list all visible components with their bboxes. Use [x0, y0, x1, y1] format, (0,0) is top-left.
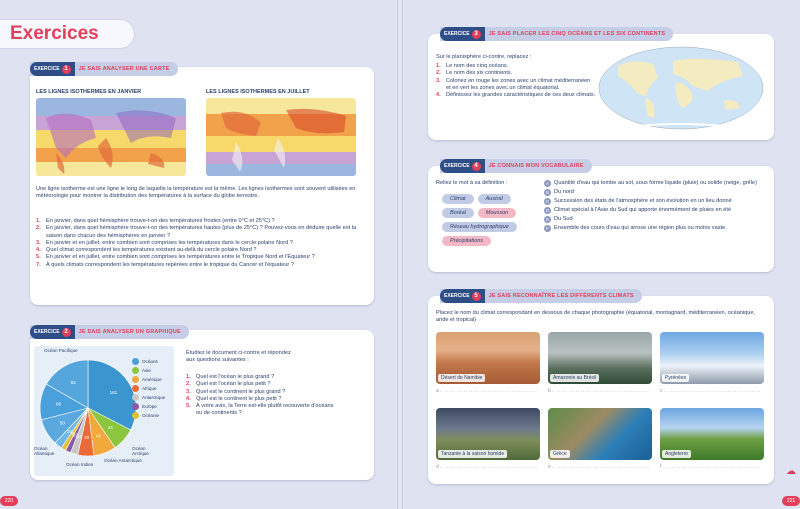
- question-text: Quel est le continent le plus grand ?: [196, 388, 286, 395]
- definition-text: Climat spécial à l'Asie du Sud qui apporte énormément de pluies en été: [554, 207, 732, 213]
- exercise-5-card: [428, 293, 774, 484]
- legend-label: Afrique: [142, 386, 157, 391]
- page-number-right: 221: [782, 496, 800, 506]
- photo-caption: Angleterre: [662, 450, 691, 458]
- isotherm-map-january: [36, 98, 186, 176]
- answer-line[interactable]: f. .......................................: [660, 464, 761, 470]
- slice-value-label: 10: [73, 432, 79, 438]
- answer-line[interactable]: b. .......................................: [548, 388, 650, 394]
- exercise-number: 1: [62, 65, 71, 74]
- chart-legend: [132, 358, 165, 421]
- answer-letter: d.: [436, 464, 443, 470]
- word-pill[interactable]: Austral: [478, 194, 511, 204]
- definition-item[interactable]: [544, 225, 766, 232]
- question-text: À quels climats correspondent les températures repérées entre le tropique du Cancer et l'équateur ?: [46, 261, 294, 268]
- answer-letter: f.: [660, 464, 665, 470]
- exercise-3-intro: Sur le planisphère ci-contre, replacez :: [436, 54, 532, 60]
- question-item: [186, 403, 336, 418]
- slice-value-label: 42: [96, 433, 102, 439]
- exercise-label: EXERCICE: [444, 31, 470, 37]
- legend-item: [132, 394, 165, 401]
- slice-value-label: 50: [59, 420, 65, 426]
- question-text: Quel climat correspondent les températures existant au-delà du cercle polaire Nord ?: [46, 247, 257, 254]
- exercise-1-questions: [36, 218, 366, 269]
- legend-label: Antarctique: [142, 395, 166, 400]
- question-number: 1.: [186, 374, 191, 380]
- exercise-number: 4: [472, 162, 481, 171]
- question-number: 5.: [186, 403, 191, 410]
- legend-swatch: [132, 358, 139, 365]
- right-page: [400, 0, 800, 509]
- exercise-number: 5: [472, 292, 481, 301]
- slice-value-label: 44: [107, 425, 113, 431]
- word-pills: [440, 192, 544, 248]
- legend-item: [132, 403, 165, 410]
- exercise-2-tag: [30, 325, 189, 339]
- question-number: 1.: [436, 63, 441, 69]
- definition-text: Du nord: [554, 189, 574, 195]
- isotherm-map-july: [206, 98, 356, 176]
- question-text: Le nom des cinq océans.: [446, 63, 509, 69]
- photo-amazonia: [548, 332, 652, 384]
- exercise-3-questions: [436, 63, 596, 99]
- question-text: À votre avis, la Terre est-elle plutôt recouverte d'océans ou de continents ?: [196, 403, 334, 417]
- exercise-1-intro: Une ligne isotherme est une ligne le long de laquelle la température est la même. Les lignes isothermes sont souvent utilisées en météorologie pour montrer la distribution des températures à la surface du globe terrestre.: [36, 186, 356, 200]
- exercise-4-intro: Reliez le mot à sa définition :: [436, 180, 508, 186]
- answer-letter: b.: [548, 388, 555, 394]
- question-item: [436, 63, 596, 70]
- legend-item: [132, 358, 165, 365]
- legend-item: [132, 385, 165, 392]
- photo-caption: Grèce: [550, 450, 570, 458]
- exercise-title: JE SAIS ANALYSER UNE CARTE: [78, 66, 170, 72]
- question-text: Quel est l'océan le plus petit ?: [196, 381, 271, 388]
- question-text: En janvier, dans quel hémisphère trouve-t-on des températures froides (entre 0°C et 25°C) ?: [46, 218, 275, 224]
- question-number: 3.: [436, 77, 441, 84]
- definition-item[interactable]: [544, 216, 766, 223]
- question-text: Quel est l'océan le plus grand ?: [196, 374, 275, 380]
- world-map: [598, 46, 764, 130]
- answer-letter: e.: [548, 464, 555, 470]
- exercise-label: EXERCICE: [34, 329, 60, 335]
- question-item: [36, 240, 366, 247]
- question-item: [36, 262, 366, 269]
- question-number: 1.: [36, 218, 41, 224]
- legend-item: [132, 376, 165, 383]
- answer-letter: a.: [436, 388, 443, 394]
- photo-pyrenees: [660, 332, 764, 384]
- photo-caption: Amazonie au Brésil: [550, 374, 599, 382]
- question-text: Quel est le continent le plus petit ?: [196, 395, 282, 402]
- question-item: [436, 92, 596, 99]
- question-item: [186, 381, 336, 388]
- definition-text: Quantité d'eau qui tombe au sol, sous forme liquide (pluie) ou solide (neige, grêle): [554, 180, 757, 186]
- exercise-title: JE SAIS RECONNAÎTRE LES DIFFÉRENTS CLIMATS: [488, 293, 634, 299]
- legend-label: Asie: [142, 368, 151, 373]
- definition-item[interactable]: [544, 189, 766, 196]
- photo-caption: Désert de Namibie: [438, 374, 485, 382]
- question-text: Le nom des six continents.: [446, 70, 513, 77]
- question-number: 7.: [36, 261, 41, 268]
- word-pill[interactable]: Précipitations: [442, 236, 491, 246]
- answer-line[interactable]: d. .......................................: [436, 464, 538, 470]
- exercise-5-tag: [440, 289, 642, 303]
- definitions-list: [544, 180, 766, 234]
- exercise-number: 2: [62, 328, 71, 337]
- question-item: [436, 70, 596, 77]
- definition-text: Ensemble des cours d'eau qui arrose une région plus ou moins vaste.: [554, 225, 727, 231]
- question-item: [36, 254, 366, 261]
- legend-label: Océanie: [142, 413, 160, 418]
- map-title-january: LES LIGNES ISOTHERMES EN JANVIER: [36, 89, 142, 95]
- slice-value-label: 30: [84, 435, 90, 441]
- word-pill[interactable]: Réseau hydrographique: [442, 222, 517, 232]
- definition-letter: E: [545, 217, 549, 222]
- exercise-title: JE SAIS ANALYSER UN GRAPHIQUE: [78, 329, 181, 335]
- exercise-2-questions: [186, 374, 336, 418]
- definition-text: Succession des états de l'atmosphère et son évolution en un lieu donné: [554, 198, 732, 204]
- exercise-1-tag: [30, 62, 178, 76]
- label-arctic: Océan Arctique: [132, 446, 149, 456]
- exercise-1-card: [30, 67, 374, 305]
- word-pill[interactable]: Climat: [442, 194, 474, 204]
- exercise-2-intro: Étudiez le document ci-contre et répondez aux questions suivantes :: [186, 350, 291, 364]
- legend-swatch: [132, 412, 139, 419]
- exercise-label: EXERCICE: [34, 66, 60, 72]
- answer-line[interactable]: c. .......................................: [660, 388, 762, 394]
- legend-swatch: [132, 403, 139, 410]
- question-text: En janvier et en juillet, entre combien sont comprises les températures entre le Tropique Nord et l'Équateur ?: [46, 254, 315, 261]
- question-number: 4.: [186, 395, 191, 402]
- question-number: 3.: [186, 388, 191, 395]
- question-item: [36, 225, 366, 240]
- exercise-4-card: [428, 163, 774, 272]
- definition-letter: B: [545, 190, 549, 195]
- question-text: Coloriez en rouge les zones avec un climat méditerranéen et en vert les zones avec un climat équatorial.: [446, 77, 591, 91]
- exercise-number: 3: [472, 30, 481, 39]
- question-number: 3.: [36, 239, 41, 246]
- slice-value-label: 93: [70, 379, 76, 385]
- question-item: [186, 389, 336, 396]
- slice-value-label: 68: [56, 401, 62, 407]
- word-pill[interactable]: Mousson: [478, 208, 516, 218]
- question-number: 2.: [36, 225, 41, 232]
- exercise-5-intro: Placez le nom du climat correspondant en dessous de chaque photographie (équatorial, montagnard, méditerranéen, océanique, aride et tropical): [436, 310, 756, 324]
- definition-letter: D: [545, 208, 550, 213]
- exercise-3-card: [428, 31, 774, 140]
- definition-text: Du Sud: [554, 216, 573, 222]
- answer-line[interactable]: a. .......................................: [436, 388, 538, 394]
- slice-value-label: 15: [66, 428, 72, 434]
- question-number: 2.: [436, 70, 441, 77]
- weather-icon: ☁: [786, 466, 796, 477]
- definition-item[interactable]: [544, 198, 766, 205]
- label-antarctic: Océan Antarctique: [104, 458, 142, 463]
- definition-letter: C: [545, 199, 550, 204]
- photo-greece: [548, 408, 652, 460]
- exercise-3-tag: [440, 27, 673, 41]
- map-title-july: LES LIGNES ISOTHERMES EN JUILLET: [206, 89, 310, 95]
- label-pacific: Océan Pacifique: [44, 348, 78, 353]
- question-number: 2.: [186, 381, 191, 388]
- exercise-4-tag: [440, 159, 592, 173]
- slice-value-label: 14: [76, 433, 82, 439]
- label-atlantic: Océan Atlantique: [34, 446, 55, 456]
- word-pill[interactable]: Boréal: [442, 208, 474, 218]
- photo-namib-desert: [436, 332, 540, 384]
- answer-line[interactable]: e. .......................................: [548, 464, 650, 470]
- photo-caption: Tanzanie à la saison humide: [438, 450, 507, 458]
- question-text: En janvier, dans quel hémisphère trouve-t-on des températures hautes (plus de 25°C) ? Pouvez-vous en déduire quelle est la saison dans chacun des hémisphères en janvier ?: [46, 225, 357, 239]
- exercise-title: JE SAIS PLACER LES CINQ OCÉANS ET LES SIX CONTINENTS: [488, 31, 666, 37]
- legend-item: [132, 367, 165, 374]
- question-number: 4.: [36, 247, 41, 254]
- photo-tanzania: [436, 408, 540, 460]
- photo-caption: Pyrénées: [662, 374, 689, 382]
- page-number-left: 220: [0, 496, 18, 506]
- legend-swatch: [132, 394, 139, 401]
- exercise-label: EXERCICE: [444, 163, 470, 169]
- question-item: [436, 78, 596, 93]
- question-number: 4.: [436, 92, 441, 99]
- definition-item[interactable]: [544, 207, 766, 214]
- legend-label: Amérique: [142, 377, 162, 382]
- definition-letter: F: [544, 225, 551, 232]
- page-title-bar: [0, 20, 134, 48]
- legend-label: Europe: [142, 404, 157, 409]
- question-item: [186, 374, 336, 381]
- legend-swatch: [132, 376, 139, 383]
- legend-label: Océans: [142, 359, 158, 364]
- question-item: [36, 218, 366, 225]
- definition-item[interactable]: [544, 180, 766, 187]
- legend-swatch: [132, 385, 139, 392]
- label-indian: Océan Indien: [66, 462, 94, 467]
- ocean-continent-chart: [34, 346, 174, 476]
- exercise-label: EXERCICE: [444, 293, 470, 299]
- question-number: 5.: [36, 254, 41, 261]
- legend-swatch: [132, 367, 139, 374]
- page-title: Exercices: [10, 23, 99, 44]
- question-text: Définissez les grandes caractéristiques de ces deux climats.: [446, 92, 596, 99]
- question-text: En janvier et en juillet, entre combien sont comprises les températures dans le cercle polaire Nord ?: [46, 239, 293, 246]
- exercise-title: JE CONNAIS MON VOCABULAIRE: [488, 163, 584, 169]
- slice-value-label: 9: [71, 431, 75, 437]
- definition-letter: A: [545, 181, 549, 186]
- exercise-2-card: [30, 330, 374, 480]
- slice-value-label: 181: [109, 389, 118, 395]
- legend-item: [132, 412, 165, 419]
- photo-england: [660, 408, 764, 460]
- pie-chart: [38, 358, 138, 458]
- answer-letter: c.: [660, 388, 666, 394]
